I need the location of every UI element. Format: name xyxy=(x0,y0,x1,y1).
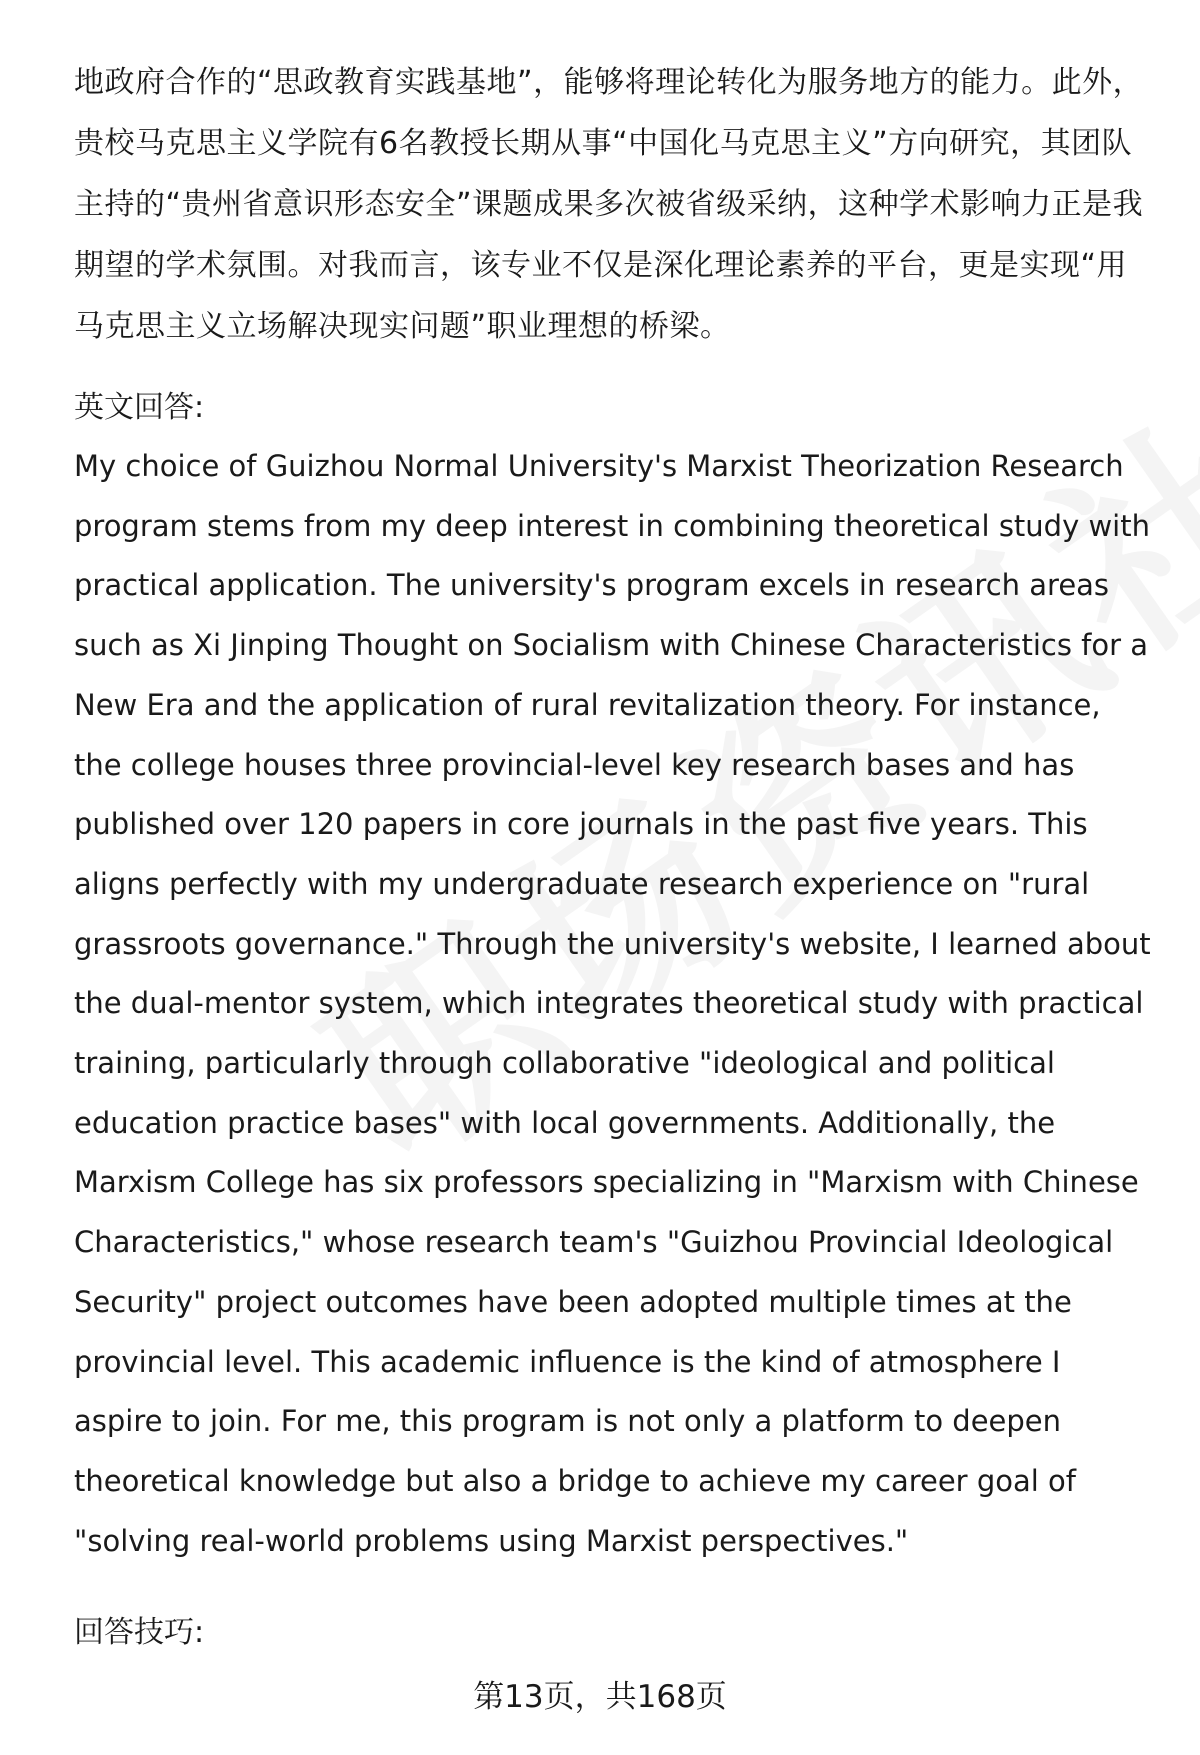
page-number-footer: 第13页，共168页 xyxy=(473,1679,727,1715)
english-answer-label: 英文回答: xyxy=(74,390,205,425)
english-answer-paragraph: My choice of Guizhou Normal University's Marxist Theorization Research program stems from my deep interest in combining theoretical study with practical application. The university's program excels in research areas such as Xi Jinping Thought on Socialism with Chinese Characteristics for a New Era and the application of rural revitalization theory. For instance, the college houses three provincial-level key research bases and has published over 120 papers in core journals in the past five years. This aligns perfectly with my undergraduate research experience on "rural grassroots governance." Through the university's website, I learned about the dual-mentor system, which integrates theoretical study with practical training, particularly through collaborative "ideological and political education practice bases" with local governments. Additionally, the Marxism College has six professors specializing in "Marxism with Chinese Characteristics," whose research team's "Guizhou Provincial Ideological Security" project outcomes have been adopted multiple times at the provincial level. This academic influence is the kind of atmosphere I aspire to join. For me, this program is not only a platform to deepen theoretical knowledge but also a bridge to achieve my career goal of "solving real-world problems using Marxist perspectives." xyxy=(74,449,1151,1558)
chinese-answer-paragraph: 地政府合作的“思政教育实践基地”，能够将理论转化为服务地方的能力。此外，贵校马克思主义学院有6名教授长期从事“中国化马克思主义”方向研究，其团队主持的“贵州省意识形态安全”课题成果多次被省级采纳，这种学术影响力正是我期望的学术氛围。对我而言，该专业不仅是深化理论素养的平台，更是实现“用马克思主义立场解决现实问题”职业理想的桥梁。 xyxy=(74,65,1144,344)
answer-tips-label: 回答技巧: xyxy=(74,1615,205,1650)
